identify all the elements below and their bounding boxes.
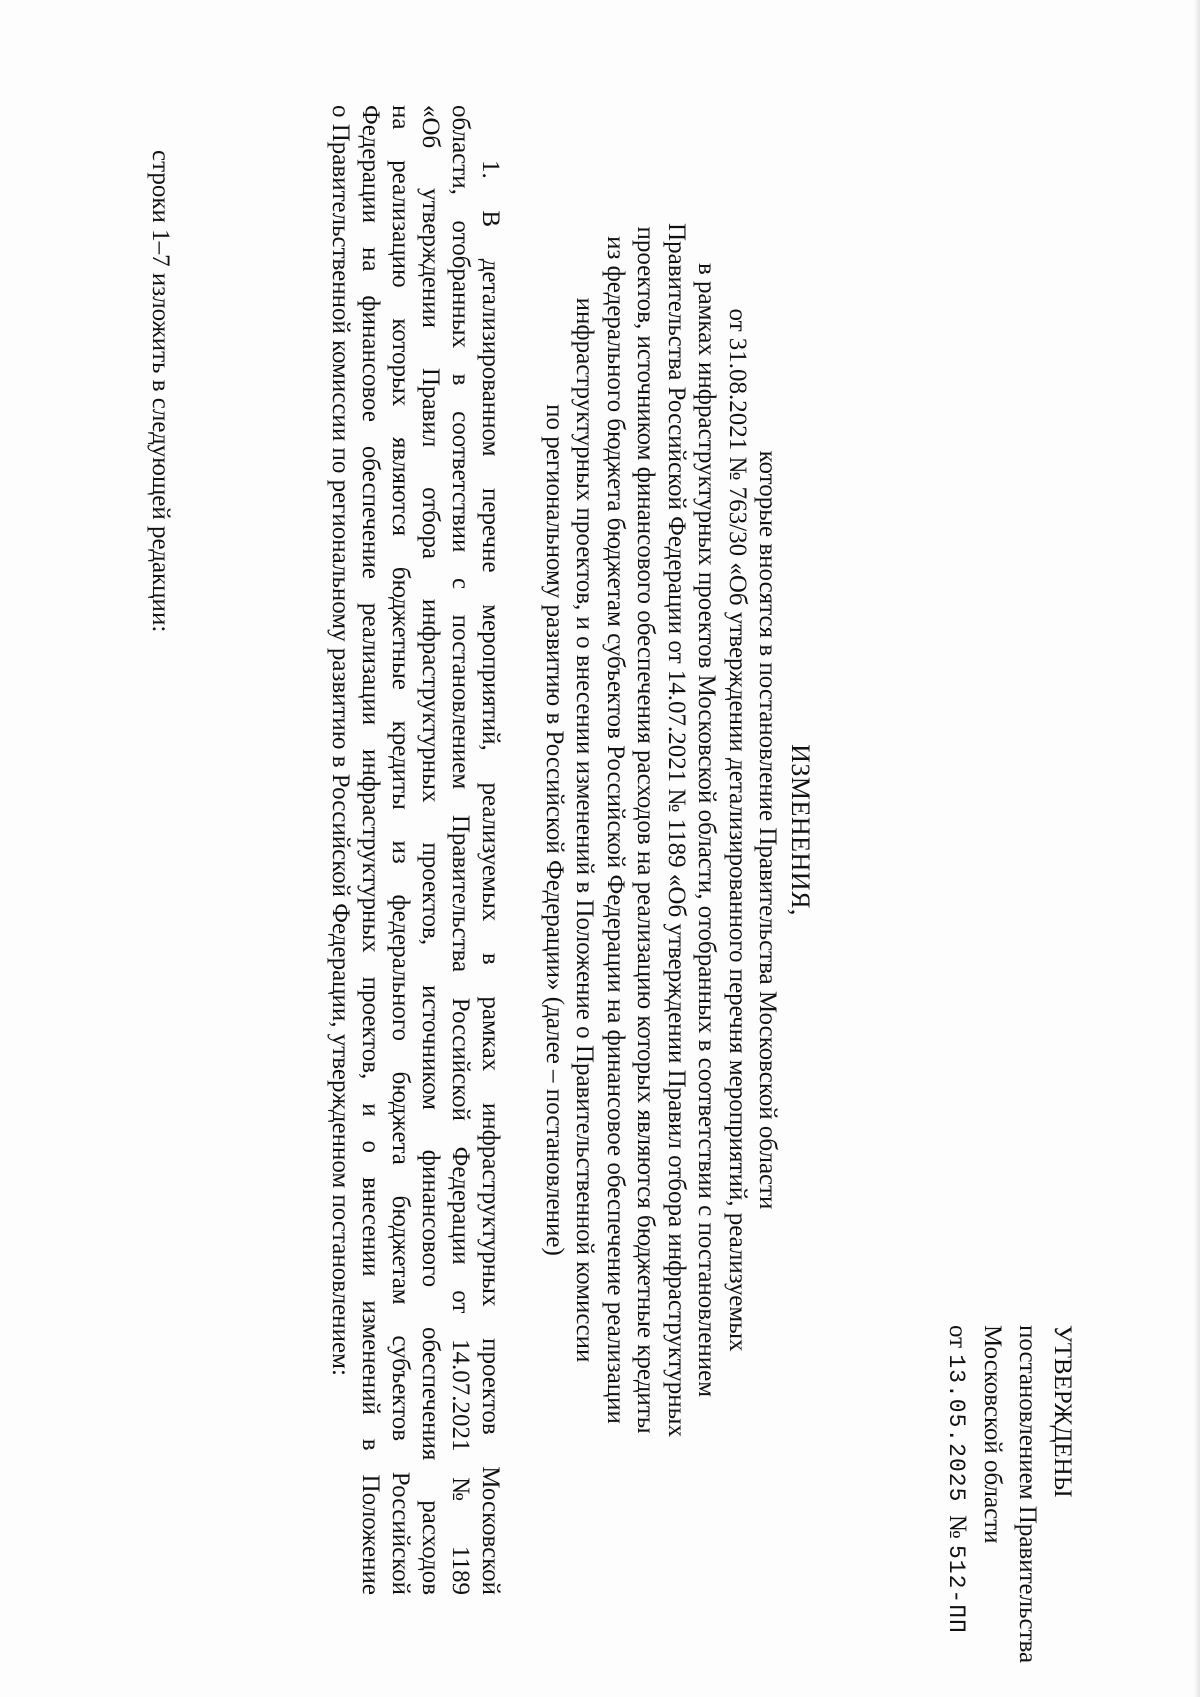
subtitle-line: проектов, источником финансового обеспечения расходов на реализацию которых являются бюджетные кредиты	[632, 226, 660, 1434]
paragraph-1	[325, 105, 505, 1595]
subtitle-line: инфраструктурных проектов, и о внесении изменений в Положение о Правительственной комиссии	[571, 297, 599, 1363]
subtitle-line: в рамках инфраструктурных проектов Московской области, отобранных в соответствии с постановлением	[693, 262, 721, 1398]
subtitle-line: от 31.08.2021 № 763/30 «Об утверждении детализированного перечня мероприятий, реализуемых	[724, 308, 751, 1352]
document-title-block	[539, 140, 816, 1520]
paragraph-line: Федерации на финансовое обеспечение реализации инфраструктурных проектов, и о внесении изменений в Положение	[357, 105, 384, 1595]
approval-line-2: Московской области	[979, 1325, 1006, 1544]
paragraph-line: области, отобранных в соответствии с постановлением Правительства Российской Федерации от 14.07.2021 № 1189	[447, 105, 474, 1595]
approval-title: УТВЕРЖДЕНЫ	[1049, 1325, 1076, 1498]
subtitle-line: Правительства Российской Федерации от 14.07.2021 № 1189 «Об утверждении Правил отбора инфраструктурных	[663, 223, 690, 1437]
approval-date-prefix: от	[944, 1325, 971, 1349]
paragraph-line: «Об утверждении Правил отбора инфраструктурных проектов, источником финансового обеспечения расходов	[417, 105, 444, 1595]
subtitle-line: которые вносятся в постановление Правительства Московской области	[754, 450, 782, 1210]
approval-date: 13.05.2025	[943, 1354, 969, 1503]
approval-date-line	[938, 1325, 975, 1685]
document-heading: ИЗМЕНЕНИЯ,	[786, 744, 815, 916]
subtitle-line: из федерального бюджета бюджетам субъектов Российской Федерации на финансовое обеспечение реализации	[602, 236, 629, 1424]
paragraph-line: о Правительственной комиссии по региональному развитию в Российской Федерации, утвержденном постановлением:	[327, 105, 354, 1376]
rows-note: строки 1–7 изложить в следующей редакции:	[147, 150, 174, 633]
approval-line-1: постановлением Правительства	[1014, 1325, 1041, 1664]
subtitle-line: по региональному развитию в Российской Федерации» (далее – постановление)	[541, 404, 568, 1256]
approval-number-prefix: №	[944, 1514, 971, 1539]
paragraph-line: 1. В детализированном перечне мероприятий, реализуемых в рамках инфраструктурных проектов Московской	[477, 160, 504, 1595]
paragraph-line: на реализацию которых являются бюджетные кредиты из федерального бюджета бюджетам субъектов Российской	[387, 105, 414, 1595]
approval-stamp	[938, 1325, 1080, 1685]
approval-number: 512-ПП	[943, 1545, 969, 1634]
